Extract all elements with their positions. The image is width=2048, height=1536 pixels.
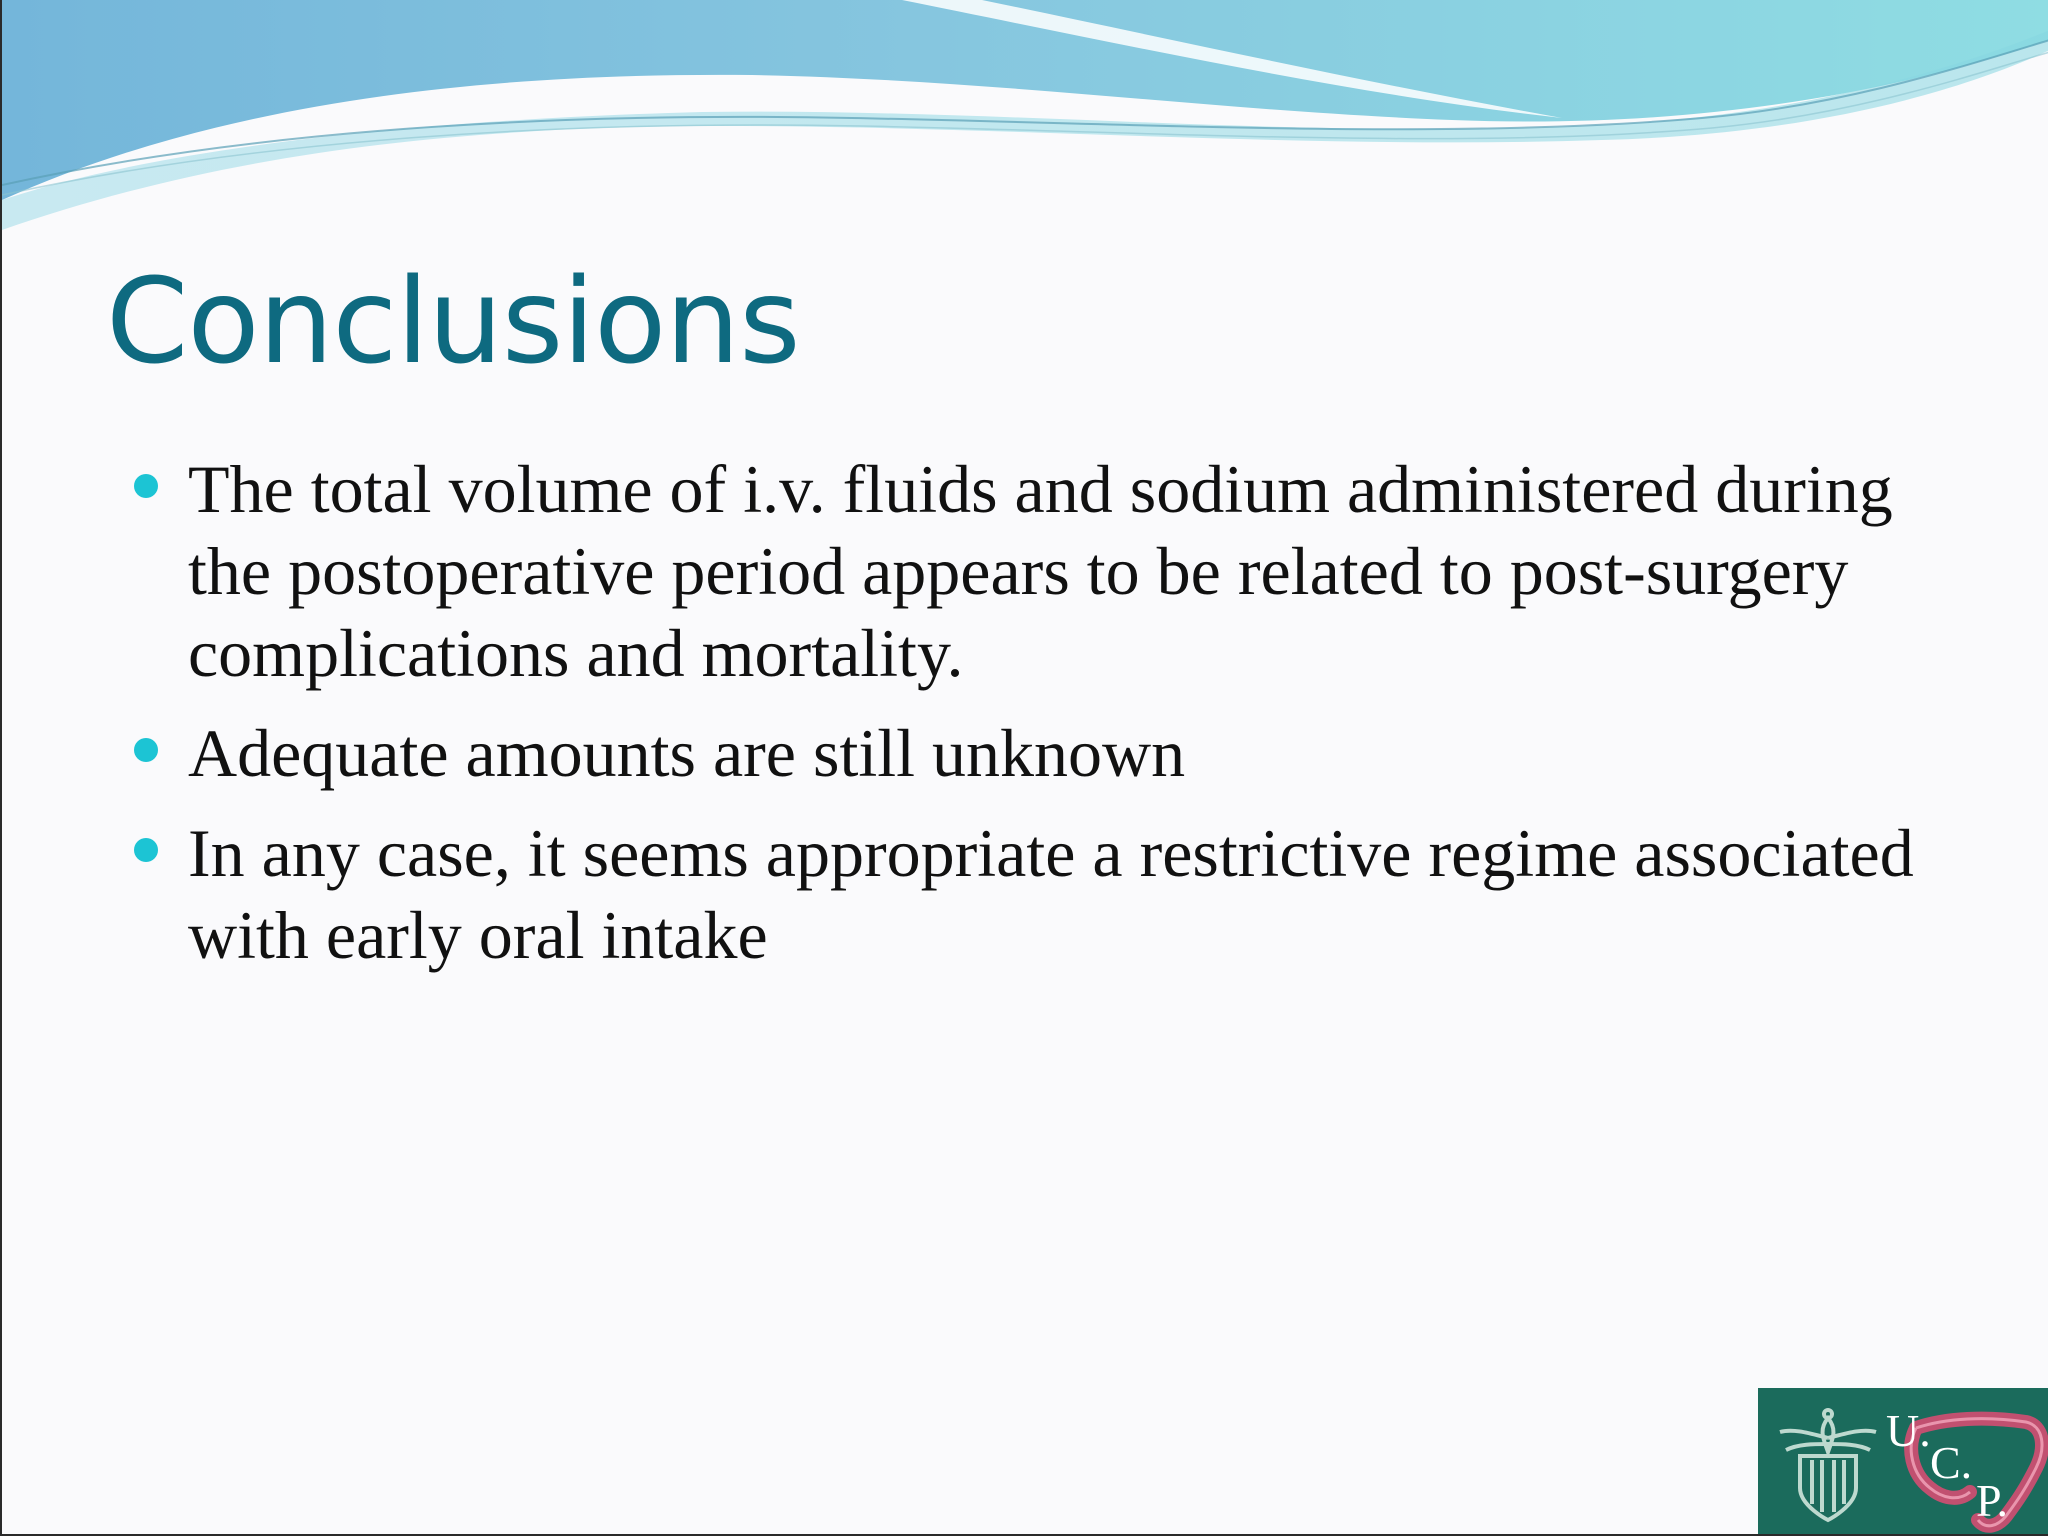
logo-letter-c: C.: [1930, 1437, 1973, 1488]
bullet-item: [130, 448, 1930, 694]
bullet-item: [130, 712, 1930, 794]
ucp-logo: [1758, 1388, 2048, 1536]
bullet-text: The total volume of i.v. fluids and sodium administered during the postoperative period appears to be related to post-surgery complications and mortality.: [188, 451, 1893, 691]
bullet-text: In any case, it seems appropriate a restrictive regime associated with early oral intake: [188, 815, 1914, 973]
slide-title: Conclusions: [106, 252, 800, 390]
bullet-text: Adequate amounts are still unknown: [188, 715, 1186, 791]
logo-letter-p: P.: [1976, 1475, 2008, 1526]
bullet-dot-icon: [134, 474, 158, 498]
header-wave-decoration: [2, 0, 2048, 240]
heraldic-shield-icon: [1772, 1404, 1884, 1526]
bullet-list: [130, 448, 1930, 994]
logo-letter-u: U.: [1886, 1405, 1931, 1456]
bullet-dot-icon: [134, 838, 158, 862]
bullet-item: [130, 812, 1930, 976]
bullet-dot-icon: [134, 738, 158, 762]
